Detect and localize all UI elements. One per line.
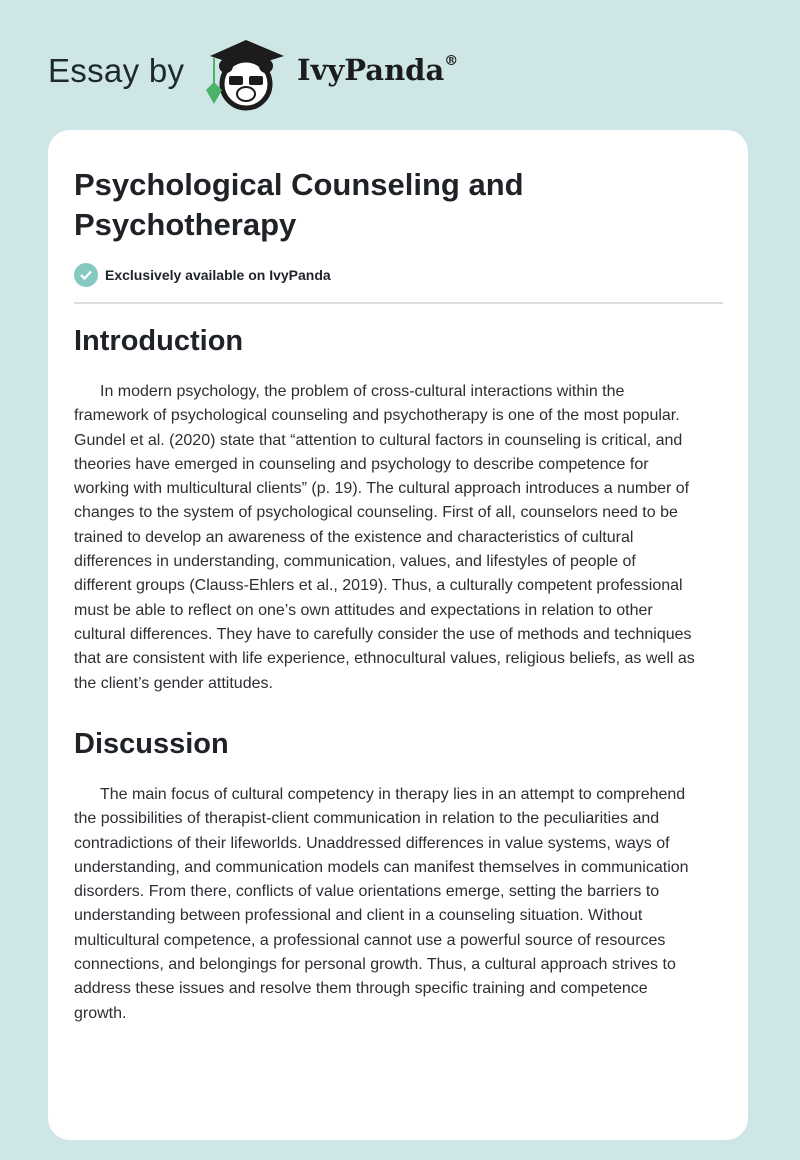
text-line: trained to develop an awareness of the existence and characteristics of cultural — [74, 528, 634, 546]
introduction-paragraph — [74, 380, 734, 696]
text-line: cultural differences. They have to carefully consider the use of methods and techniques — [74, 625, 692, 643]
text-line: working with multicultural clients” (p. 19). The cultural approach introduces a number of — [74, 480, 690, 498]
text-line: understanding, and communication models can manifest themselves in communication — [74, 858, 689, 876]
brand-name[interactable] — [297, 53, 458, 87]
text-line: theories have emerged in counseling and psychology to describe competence for — [74, 455, 649, 473]
text-line: the possibilities of therapist-client communication in relation to the peculiarities and — [74, 810, 660, 828]
text-line: multicultural competence, a professional cannot use a powerful source of resources — [74, 931, 666, 949]
exclusive-badge — [74, 263, 331, 287]
brand-text: IvyPanda — [297, 53, 445, 87]
section-heading-discussion: Discussion — [74, 728, 229, 760]
essay-by-label: Essay by — [48, 52, 185, 89]
ivypanda-panda-logo-icon[interactable] — [200, 34, 292, 114]
text-line: differences in understanding, communication, values, and lifestyles of people of — [74, 553, 636, 571]
text-line: The main focus of cultural competency in therapy lies in an attempt to comprehend — [100, 786, 686, 803]
text-line: that are consistent with life experience, ethnocultural values, religious beliefs, as well as — [74, 650, 695, 668]
text-line: In modern psychology, the problem of cross-cultural interactions within the — [100, 383, 625, 400]
discussion-paragraph — [74, 783, 734, 1026]
text-line: Gundel et al. (2020) state that “attention to cultural factors in counseling is critical, and — [74, 431, 683, 449]
text-line: contradictions of their lifeworlds. Unaddressed differences in value systems, ways of — [74, 834, 670, 852]
page-title: Psychological Counseling and Psychotherapy — [74, 167, 524, 242]
badge-text: Exclusively available on IvyPanda — [105, 267, 331, 283]
text-line: the client’s gender attitudes. — [74, 674, 273, 692]
text-line: different groups (Clauss-Ehlers et al., 2019). Thus, a culturally competent professional — [74, 577, 683, 595]
text-line: framework of psychological counseling and psychotherapy is one of the most popular. — [74, 407, 680, 425]
text-line: must be able to reflect on one’s own attitudes and expectations in relation to other — [74, 601, 653, 619]
registered-mark: ® — [444, 53, 459, 70]
site-header — [0, 20, 800, 120]
divider — [74, 302, 723, 304]
check-icon — [74, 263, 98, 287]
text-line: address these issues and resolve them through specific training and competence — [74, 980, 648, 998]
text-line: connections, and belongings for personal growth. Thus, a cultural approach strives to — [74, 956, 676, 974]
text-line: disorders. From there, conflicts of value orientations emerge, setting the barriers to — [74, 883, 660, 901]
essay-card — [48, 130, 748, 1140]
text-line: growth. — [74, 1004, 127, 1022]
section-heading-introduction: Introduction — [74, 325, 244, 357]
text-line: understanding between professional and client in a counseling situation. Without — [74, 907, 643, 925]
text-line: changes to the system of psychological counseling. First of all, counselors need to be — [74, 504, 678, 522]
